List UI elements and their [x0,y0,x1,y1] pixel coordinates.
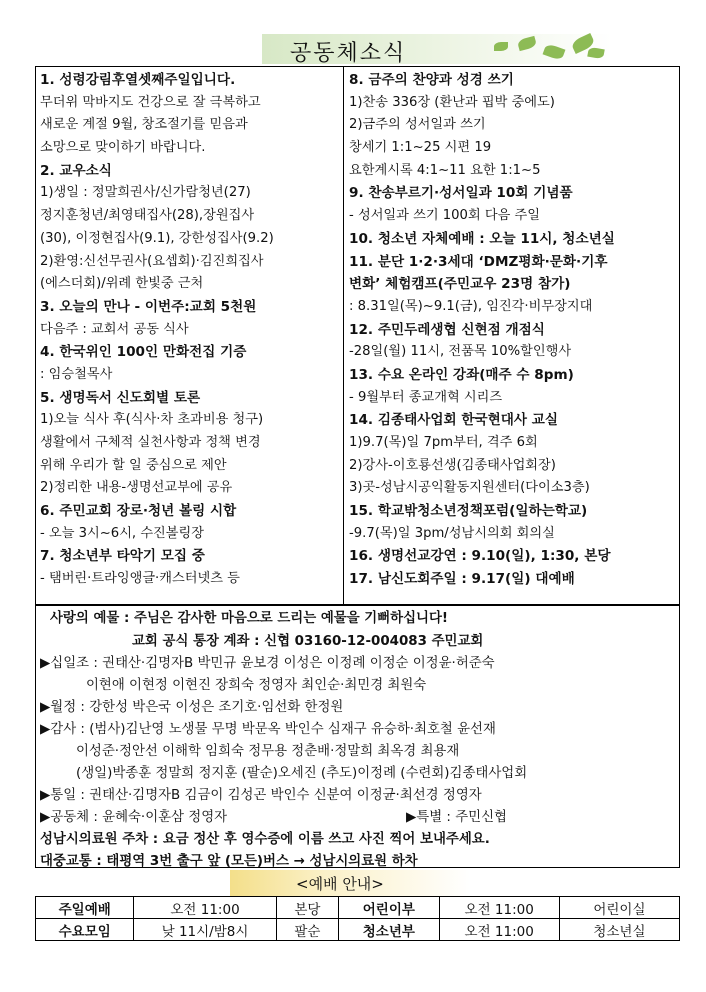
news-line: 새로운 계절 9월, 창조절기를 믿음과 [40,117,248,133]
news-line: (에스더회)/위례 한빛중 근처 [40,276,204,292]
news-line: 소망으로 맞이하기 바랍니다. [40,140,206,156]
news-line: 정지훈청년/최영태집사(28),장원집사 [40,208,255,224]
news-line: 1. 성령강림후열셋째주일입니다. [40,72,236,88]
monthly-line: ▶월정 : 강한성 박은국 이성은 조기호·임선화 한정원 [40,700,344,715]
leaf-decoration-icon [587,47,604,60]
news-line: 8. 금주의 찬양과 성경 쓰기 [349,72,514,88]
header-banner [262,34,612,64]
table-cell: 팔순 [276,919,339,941]
news-line: 16. 생명선교강연 : 9.10(일), 1:30, 본당 [349,548,611,565]
table-row [36,897,680,919]
news-line: 요한계시록 4:1~11 요한 1:1~5 [349,162,541,178]
news-line: 15. 학교밖청소년정책포럼(일하는학교) [349,503,588,520]
news-line: 2)환영:신선무권사(요셉회)·김진희집사 [40,253,264,269]
table-cell: 어린이실 [559,897,679,919]
tithe-line-2: 이현애 이현정 이현진 장희숙 정영자 최인순·최민경 최원숙 [86,678,427,693]
news-line: 2)정리한 내용-생명선교부에 공유 [40,480,233,496]
news-line: (30), 이정현집사(9.1), 강한성집사(9.2) [40,230,274,246]
news-line: : 임승철목사 [40,366,113,382]
table-cell: 수요모임 [36,919,134,941]
news-line: 변화’ 체험캠프(주민교우 23명 참가) [349,276,571,293]
leaf-decoration-icon [517,36,537,51]
community-line: ▶공동체 : 윤혜숙·이훈삼 정영자 [40,810,228,825]
news-line: - 오늘 3시~6시, 수진볼링장 [40,525,205,541]
special-line: ▶특별 : 주민신협 [406,810,507,825]
leaf-decoration-icon [543,43,566,61]
table-cell: 주일예배 [36,897,134,919]
thanks-line-1: ▶감사 : (범사)김난영 노생물 무명 박문옥 박인수 심재구 유승하·최호철 윤선재 [40,722,496,737]
news-line: 위해 우리가 할 일 중심으로 제안 [40,457,227,473]
news-line: - 성서일과 쓰기 100회 다음 주일 [349,208,541,224]
news-line: 2)강사-이호룡선생(김종태사업회장) [349,457,556,473]
worship-banner [230,870,470,896]
table-cell: 오전 11:00 [439,897,559,919]
tithe-line-1: ▶십일조 : 권태산·김명자B 박민규 윤보경 이성은 이정례 이정순 이정윤·허준숙 [40,656,495,671]
news-line: 생활에서 구체적 실천사항과 정책 변경 [40,435,261,450]
table-row [36,919,680,941]
worship-title: <예배 안내> [296,875,384,893]
news-line: 3. 오늘의 만나 - 이번주:교회 5천원 [40,298,257,315]
news-line: 4. 한국위인 100인 만화전집 기증 [40,344,247,361]
unity-line: ▶통일 : 권태산·김명자B 김금이 김성곤 박인수 신분여 이정균·최선경 정영자 [40,788,482,803]
thanks-line-3: (생일)박종훈 정말희 정지훈 (팔순)오세진 (추도)이정례 (수련회)김종태사업회 [76,766,528,781]
news-line: 6. 주민교회 장로·청년 볼링 시합 [40,503,237,520]
table-cell: 오전 11:00 [134,897,276,919]
news-line: 12. 주민두레생협 신현점 개점식 [349,321,545,338]
news-line: 17. 남신도회주일 : 9.17(일) 대예배 [349,571,575,588]
news-line: 1)9.7(목)일 7pm부터, 격주 6회 [349,435,538,450]
news-line: -9.7(목)일 3pm/성남시의회 회의실 [349,525,555,541]
left-column [40,69,340,591]
news-line: 7. 청소년부 타악기 모집 중 [40,548,205,565]
table-cell: 낮 11시/밤8시 [134,919,276,941]
news-line: 9. 찬송부르기·성서일과 10회 기념품 [349,185,573,202]
news-line: 창세기 1:1~25 시편 19 [349,140,492,156]
page-title: 공동체소식 [290,41,407,66]
offering-heading: 사랑의 예물 : 주님은 감사한 마음으로 드리는 예물을 기뻐하십니다! [50,611,449,626]
worship-table [35,896,680,941]
news-line: 10. 청소년 자체예배 : 오늘 11시, 청소년실 [349,230,615,247]
news-line: 11. 분단 1·2·3세대 ‘DMZ평화·문화·기후 [349,253,608,270]
right-column [349,69,675,591]
table-cell: 청소년부 [339,919,439,941]
news-line: 3)곳-성남시공익활동지원센터(다이소3층) [349,480,590,496]
news-line: 1)생일 : 정말희권사/신가람청년(27) [40,185,251,201]
news-line: 1)찬송 336장 (환난과 핍박 중에도) [349,94,555,110]
table-cell: 본당 [276,897,339,919]
table-cell: 오전 11:00 [439,919,559,941]
parking-notice: 성남시의료원 주차 : 요금 정산 후 영수증에 이름 쓰고 사진 찍어 보내주세요. [40,832,490,847]
thanks-line-2: 이성준·정안선 이해학 임희숙 정무용 정춘배·정말희 최옥경 최용재 [76,744,460,759]
table-cell: 청소년실 [559,919,679,941]
news-line: 14. 김종태사업회 한국현대사 교실 [349,412,558,429]
column-divider [343,66,344,606]
leaf-decoration-icon [494,42,508,51]
news-line: 1)오늘 식사 후(식사·차 초과비용 청구) [40,412,264,428]
news-line: 13. 수요 온라인 강좌(매주 수 8pm) [349,366,574,383]
news-line: : 8.31일(목)~9.1(금), 임진각·비무장지대 [349,298,593,314]
news-line: 2)금주의 성서일과 쓰기 [349,117,486,133]
table-cell: 어린이부 [339,897,439,919]
news-line: - 9월부터 종교개혁 시리즈 [349,389,503,405]
transit-notice: 대중교통 : 태평역 3번 출구 앞 (모든)버스 → 성남시의료원 하차 [40,854,418,869]
news-line: 무더위 막바지도 건강으로 잘 극복하고 [40,94,261,110]
news-line: 다음주 : 교회서 공동 식사 [40,321,189,337]
news-line: - 탬버린·트라잉앵글·캐스터넷츠 등 [40,571,240,587]
news-line: 5. 생명독서 신도회별 토론 [40,389,201,406]
news-line: -28일(월) 11시, 전품목 10%할인행사 [349,344,572,360]
news-line: 2. 교우소식 [40,162,112,179]
account-info: 교회 공식 통장 계좌 : 신협 03160-12-004083 주민교회 [132,634,484,649]
